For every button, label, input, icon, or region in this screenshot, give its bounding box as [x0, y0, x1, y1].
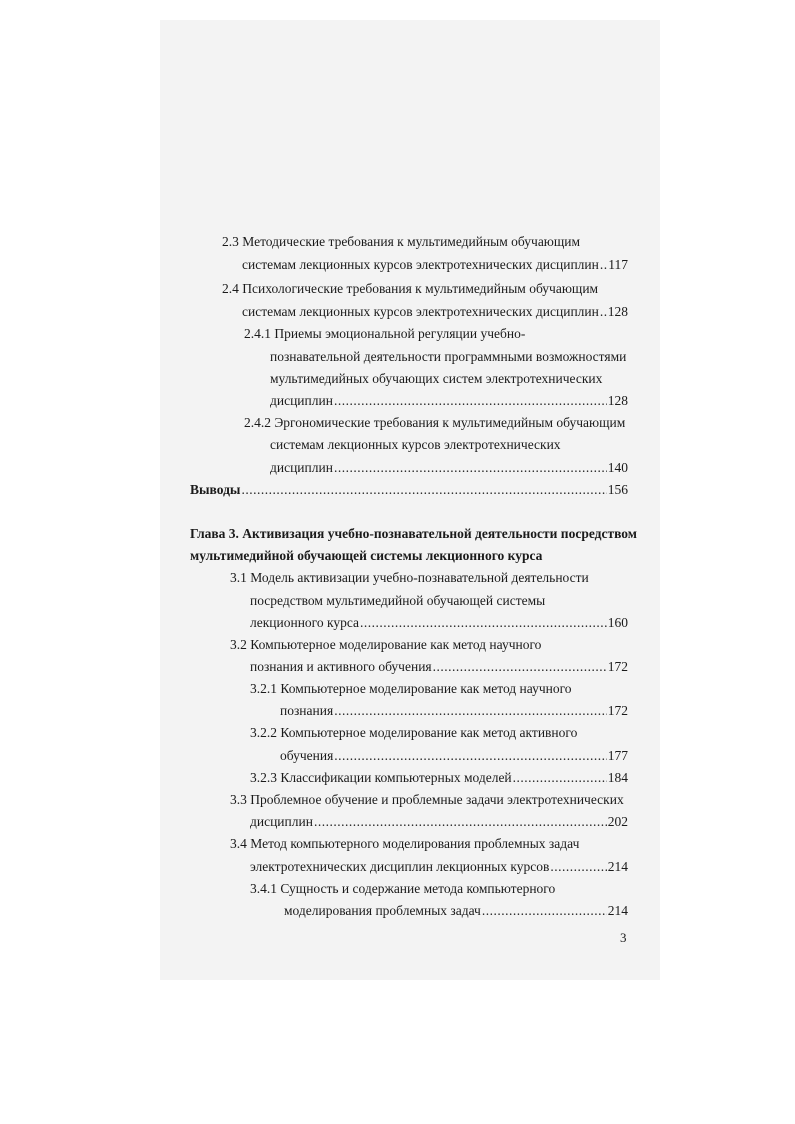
toc-entry-text: познания — [280, 703, 334, 718]
toc-entry-conclusions — [190, 481, 628, 499]
toc-entry-3-3 — [250, 813, 628, 831]
toc-entry-3-1 — [250, 614, 628, 632]
toc-entry-2-4 — [242, 303, 628, 321]
toc-entry-3-4-1-line-1: 3.4.1 Сущность и содержание метода компьютерного — [250, 881, 556, 896]
toc-entry-text: системам лекционных курсов электротехнических дисциплин — [242, 257, 599, 272]
toc-entry-text: дисциплин — [270, 393, 333, 408]
toc-page-number: 140 — [607, 460, 628, 475]
toc-page-number: 177 — [607, 748, 628, 763]
toc-page-number: 156 — [607, 482, 628, 497]
dot-leader — [482, 902, 607, 920]
toc-entry-3-1-line-1: 3.1 Модель активизации учебно-познавательной деятельности — [230, 570, 589, 585]
toc-page-number: 128 — [607, 393, 628, 408]
dot-leader — [334, 459, 607, 477]
dot-leader — [600, 303, 607, 321]
toc-entry-3-4-line-1: 3.4 Метод компьютерного моделирования проблемных задач — [230, 836, 580, 851]
toc-entry-text: электротехнических дисциплин лекционных курсов — [250, 859, 550, 874]
dot-leader — [433, 658, 607, 676]
toc-entry-3-2-2-line-1: 3.2.2 Компьютерное моделирование как метод активного — [250, 725, 578, 740]
chapter-3-heading-line-2: мультимедийной обучающей системы лекционного курса — [190, 548, 543, 563]
toc-entry-text: моделирования проблемных задач — [284, 903, 481, 918]
toc-page-number: 214 — [607, 859, 628, 874]
dot-leader — [314, 813, 607, 831]
page-number: 3 — [620, 930, 627, 945]
toc-entry-3-2-2 — [280, 747, 628, 765]
toc-page-number: 214 — [607, 903, 628, 918]
toc-entry-text: обучения — [280, 748, 334, 763]
toc-entry-3-2-3 — [250, 769, 628, 787]
toc-page-number: 202 — [607, 814, 628, 829]
toc-entry-text: лекционного курса — [250, 615, 360, 630]
dot-leader — [334, 392, 607, 410]
toc-entry-text: Выводы — [190, 482, 241, 497]
toc-entry-2-4-line-1: 2.4 Психологические требования к мультимедийным обучающим — [222, 281, 599, 296]
toc-entry-text: познания и активного обучения — [250, 659, 432, 674]
toc-entry-3-4-1 — [284, 902, 628, 920]
toc-entry-2-3 — [242, 256, 628, 274]
dot-leader — [241, 481, 606, 499]
toc-page-number: 184 — [607, 770, 628, 785]
toc-entry-2-3-line-1: 2.3 Методические требования к мультимедийным обучающим — [222, 234, 581, 249]
toc-entry-2-4-1 — [270, 392, 628, 410]
toc-entry-2-4-1-line-1: 2.4.1 Приемы эмоциональной регуляции учебно- — [244, 326, 526, 341]
toc-entry-text: системам лекционных курсов электротехнических дисциплин — [242, 304, 599, 319]
dot-leader — [513, 769, 607, 787]
toc-entry-3-1-line-2: посредством мультимедийной обучающей системы — [250, 593, 546, 608]
toc-entry-2-4-2-line-1: 2.4.2 Эргономические требования к мультимедийным обучающим — [244, 415, 626, 430]
toc-entry-3-3-line-1: 3.3 Проблемное обучение и проблемные задачи электротехнических — [230, 792, 624, 807]
toc-page-number: 128 — [607, 304, 628, 319]
toc-entry-2-4-2 — [270, 459, 628, 477]
toc-entry-text: 3.2.3 Классификации компьютерных моделей — [250, 770, 512, 785]
toc-entry-text: дисциплин — [250, 814, 313, 829]
dot-leader — [334, 702, 607, 720]
toc-entry-3-2-line-1: 3.2 Компьютерное моделирование как метод научного — [230, 637, 542, 652]
dot-leader — [550, 858, 606, 876]
toc-page-number: 172 — [607, 659, 628, 674]
chapter-3-heading-line-1: Глава 3. Активизация учебно-познавательной деятельности посредством — [190, 526, 637, 541]
toc-entry-2-4-1-line-2: познавательной деятельности программными возможностями — [270, 349, 627, 364]
toc-entry-2-4-1-line-3: мультимедийных обучающих систем электротехнических — [270, 371, 603, 386]
toc-page-number: 160 — [607, 615, 628, 630]
toc-entry-3-2-1 — [280, 702, 628, 720]
toc-entry-3-2-1-line-1: 3.2.1 Компьютерное моделирование как метод научного — [250, 681, 572, 696]
toc-page-number: 117 — [608, 257, 628, 272]
toc-page-number: 172 — [607, 703, 628, 718]
toc-entry-3-4 — [250, 858, 628, 876]
toc-entry-3-2 — [250, 658, 628, 676]
dot-leader — [600, 256, 607, 274]
dot-leader — [334, 747, 606, 765]
dot-leader — [360, 614, 607, 632]
toc-entry-2-4-2-line-2: системам лекционных курсов электротехнических — [270, 437, 561, 452]
toc-entry-text: дисциплин — [270, 460, 333, 475]
